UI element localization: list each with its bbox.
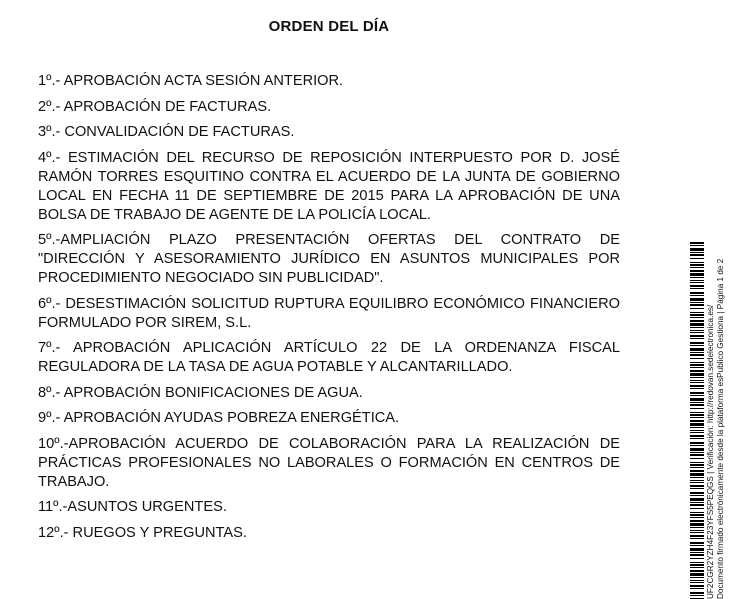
barcode-bar bbox=[690, 362, 704, 363]
barcode-bar bbox=[690, 352, 704, 353]
barcode-bar bbox=[690, 430, 704, 431]
barcode-bar bbox=[690, 385, 704, 387]
barcode-bar bbox=[690, 308, 704, 309]
barcode-bar bbox=[690, 402, 704, 403]
agenda-item: 1º.- APROBACIÓN ACTA SESIÓN ANTERIOR. bbox=[38, 73, 344, 89]
agenda-item: 11º.-ASUNTOS URGENTES. bbox=[38, 499, 227, 515]
barcode-bar bbox=[690, 252, 704, 253]
barcode-bar bbox=[690, 267, 704, 268]
barcode-bar bbox=[690, 408, 704, 409]
agenda-item: 12º.- RUEGOS Y PREGUNTAS. bbox=[38, 524, 247, 541]
barcode-bar bbox=[690, 312, 704, 313]
barcode-bar bbox=[690, 438, 704, 439]
barcode-bar bbox=[690, 445, 704, 446]
barcode-bar bbox=[690, 254, 704, 256]
barcode-bar bbox=[690, 364, 704, 366]
barcode-bar bbox=[690, 558, 704, 559]
barcode-bar bbox=[690, 527, 704, 528]
barcode-bar bbox=[690, 382, 704, 383]
barcode-bar bbox=[690, 245, 704, 246]
barcode-bar bbox=[690, 392, 704, 394]
barcode-bar bbox=[690, 314, 704, 316]
barcode-bar bbox=[690, 545, 704, 546]
barcode-bar bbox=[690, 302, 704, 303]
barcode-bar bbox=[690, 532, 704, 533]
barcode-bar bbox=[690, 388, 704, 389]
barcode-bar bbox=[690, 414, 704, 416]
barcode-bar bbox=[690, 504, 704, 506]
barcode-bar bbox=[690, 473, 704, 476]
barcode-bar bbox=[690, 417, 704, 418]
barcode-bar bbox=[690, 335, 704, 337]
agenda-item: 4º.- ESTIMACIÓN DEL RECURSO DE REPOSICIÓN INTERPUESTO POR D. JOSÉ RAMÓN TORRES ESQUITINO CONTRA EL ACUERDO DE LA JUNTA DE GOBIERNO LOCAL EN FECHA 11 DE SEPTIEMBRE DE 2015 PARA LA APROBACIÓN DE UNA BOLSA DE TRABAJO DE AGENTE DE LA POLICÍA LOCAL. bbox=[38, 149, 620, 223]
agenda-item: 9º.- APROBACIÓN AYUDAS POBREZA ENERGÉTICA. bbox=[38, 410, 400, 426]
agenda-item: 8º.- APROBACIÓN BONIFICACIONES DE AGUA. bbox=[38, 384, 363, 401]
barcode-bar bbox=[690, 282, 704, 283]
barcode-bar bbox=[690, 582, 704, 583]
barcode-bar bbox=[690, 588, 704, 589]
barcode-bar bbox=[690, 498, 704, 501]
page-title: ORDEN DEL DÍA bbox=[268, 18, 390, 35]
barcode-bar bbox=[690, 377, 704, 378]
barcode-bar bbox=[690, 338, 704, 339]
barcode-bar bbox=[690, 373, 704, 376]
barcode-bar bbox=[690, 577, 704, 578]
barcode-bar bbox=[690, 248, 704, 251]
barcode-bar bbox=[690, 592, 704, 594]
barcode-bar bbox=[690, 348, 704, 351]
barcode-bar bbox=[690, 492, 704, 494]
barcode-bar bbox=[690, 395, 704, 396]
agenda-item: 6º.- DESESTIMACIÓN SOLICITUD RUPTURA EQUILIBRO ECONÓMICO FINANCIERO FORMULADO POR SIREM, S.L. bbox=[38, 295, 620, 331]
barcode-bar bbox=[690, 404, 704, 406]
agenda-item: 3º.- CONVALIDACIÓN DE FACTURAS. bbox=[38, 124, 295, 140]
barcode-bar bbox=[690, 538, 704, 539]
barcode-bar bbox=[690, 262, 704, 263]
barcode-bar bbox=[690, 482, 704, 483]
barcode-bar bbox=[690, 485, 704, 487]
barcode-bar bbox=[690, 488, 704, 489]
barcode-bar bbox=[690, 573, 704, 576]
barcode-bar bbox=[690, 514, 704, 516]
barcode-bar bbox=[690, 258, 704, 259]
barcode-bar bbox=[690, 542, 704, 544]
barcode-bar bbox=[690, 442, 704, 444]
barcode-bar bbox=[690, 470, 704, 472]
barcode-bar bbox=[690, 295, 704, 296]
barcode-bar bbox=[690, 412, 704, 413]
barcode-bar bbox=[690, 530, 704, 531]
barcode-bar bbox=[690, 458, 704, 459]
barcode-bar bbox=[690, 552, 704, 553]
barcode-bar bbox=[690, 280, 704, 281]
barcode-bar bbox=[690, 288, 704, 289]
barcode-bar bbox=[690, 564, 704, 566]
barcode-bar bbox=[690, 370, 704, 372]
barcode-bar bbox=[690, 512, 704, 513]
barcode-bar bbox=[690, 332, 704, 333]
barcode-bar bbox=[690, 435, 704, 437]
barcode-bar bbox=[690, 304, 704, 306]
barcode-bar bbox=[690, 345, 704, 346]
barcode-bar bbox=[690, 323, 704, 326]
barcode-bar bbox=[690, 320, 704, 322]
barcode-bar bbox=[690, 292, 704, 294]
barcode-bar bbox=[690, 464, 704, 466]
barcode-bar bbox=[690, 570, 704, 572]
barcode-bar bbox=[690, 367, 704, 368]
barcode-bar bbox=[690, 358, 704, 359]
barcode-bar bbox=[690, 448, 704, 451]
barcode-bar bbox=[690, 585, 704, 587]
barcode-bar bbox=[690, 342, 704, 344]
barcode-bar bbox=[690, 432, 704, 433]
barcode-bar bbox=[690, 327, 704, 328]
barcode-bar bbox=[690, 508, 704, 509]
barcode-bar bbox=[690, 467, 704, 468]
agenda-item: 2º.- APROBACIÓN DE FACTURAS. bbox=[38, 98, 272, 115]
barcode-bar bbox=[690, 567, 704, 568]
barcode-bar bbox=[690, 477, 704, 478]
barcode-bar bbox=[690, 277, 704, 278]
barcode-bar bbox=[690, 380, 704, 381]
barcode-bar bbox=[690, 264, 704, 266]
agenda-item: 10º.-APROBACIÓN ACUERDO DE COLABORACIÓN PARA LA REALIZACIÓN DE PRÁCTICAS PROFESIONALES NO LABORALES O FORMACIÓN EN CENTROS DE TRABAJO. bbox=[38, 435, 620, 490]
agenda-item: 5º.-AMPLIACIÓN PLAZO PRESENTACIÓN OFERTAS DEL CONTRATO DE "DIRECCIÓN Y ASESORAMIENTO JURÍDICO EN ASUNTOS MUNICIPALES POR PROCEDIMIENTO NEGOCIADO SIN PUBLICIDAD". bbox=[38, 232, 620, 286]
platform-text: Documento firmado electrónicamente desde la plataforma esPublico Gestiona | Página 1 de 2 bbox=[716, 258, 725, 599]
barcode-bar bbox=[690, 502, 704, 503]
barcode-bar bbox=[690, 273, 704, 276]
barcode-bar bbox=[690, 548, 704, 551]
barcode-bar bbox=[690, 580, 704, 581]
barcode-bar bbox=[690, 317, 704, 318]
agenda-item: 7º.- APROBACIÓN APLICACIÓN ARTÍCULO 22 DE LA ORDENANZA FISCAL REGULADORA DE LA TASA DE AGUA POTABLE Y ALCANTARILLADO. bbox=[38, 340, 620, 375]
barcode-bar bbox=[690, 462, 704, 463]
verification-strip bbox=[690, 242, 730, 599]
barcode-bar bbox=[690, 420, 704, 422]
barcode-bar bbox=[690, 554, 704, 556]
barcode-bar bbox=[690, 285, 704, 287]
barcode-bar bbox=[690, 535, 704, 537]
barcode-bar bbox=[690, 452, 704, 453]
barcode-bar bbox=[690, 354, 704, 356]
barcode-bar bbox=[690, 562, 704, 563]
barcode-bar bbox=[690, 298, 704, 301]
barcode-bar bbox=[690, 454, 704, 456]
barcode-bar bbox=[690, 595, 704, 596]
barcode-bar bbox=[690, 398, 704, 401]
barcode-bar bbox=[690, 495, 704, 496]
agenda-list bbox=[38, 72, 620, 549]
barcode-bar bbox=[690, 242, 704, 244]
barcode-bar bbox=[690, 330, 704, 331]
barcode-icon bbox=[690, 242, 704, 599]
barcode-bar bbox=[690, 270, 704, 272]
barcode-bar bbox=[690, 427, 704, 428]
barcode-bar bbox=[690, 523, 704, 526]
verification-text: UF2CGR2YZH4F23YFS5PEQGS | Verificación: http://redovan.sedelectronica.es/ bbox=[706, 304, 715, 599]
barcode-bar bbox=[690, 423, 704, 426]
barcode-bar bbox=[690, 517, 704, 518]
barcode-bar bbox=[690, 520, 704, 522]
barcode-bar bbox=[690, 480, 704, 481]
